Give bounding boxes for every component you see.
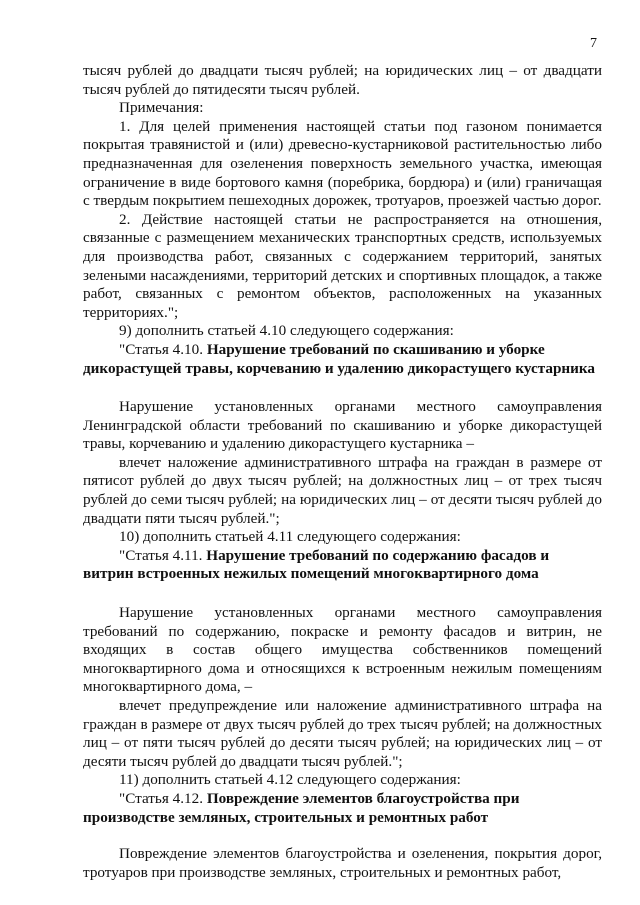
spacer	[83, 584, 602, 604]
spacer	[83, 827, 602, 845]
item-9: 9) дополнить статьей 4.10 следующего содержания:	[119, 322, 454, 340]
article-4-11-paragraph-1: Нарушение установленных органами местного самоуправления требований по содержанию, покраске и ремонту фасадов и витрин, не входящих в состав общего имущества собственников помещений многоквартирного дома и относящихся к встроенным нежилым помещениям многоквартирного дома, –	[83, 604, 602, 696]
article-4-11-paragraph-2: влечет предупреждение или наложение административного штрафа на граждан в размере от двух тысяч рублей до трех тысяч рублей; на должностных лиц – от пяти тысяч рублей до десяти тысяч рублей; на юридических лиц – от десяти тысяч рублей до двадцати тысяч рублей.";	[83, 697, 602, 770]
note-2: 2. Действие настоящей статьи не распространяется на отношения, связанные с размещением механических транспортных средств, используемых для производства работ, связанных с содержанием территорий, занятых зелеными насаждениями, территорий детских и спортивных площадок, а также работ, связанных с ремонтом объектов, расположенных на указанных территориях.";	[83, 210, 602, 321]
document-body	[83, 62, 602, 882]
spacer	[83, 378, 602, 398]
page-number: 7	[590, 36, 597, 51]
article-4-10-heading	[83, 341, 602, 378]
article-4-12-paragraph-1: Повреждение элементов благоустройства и озеленения, покрытия дорог, тротуаров при производстве земляных, строительных и ремонтных работ,	[83, 845, 602, 881]
article-4-11-heading	[83, 547, 602, 584]
article-4-10-title: Нарушение требований по скашиванию и уборке дикорастущей травы, корчеванию и удалению дикорастущего кустарника	[83, 340, 596, 377]
article-4-10-paragraph-1: Нарушение установленных органами местного самоуправления Ленинградской области требований по скашиванию и уборке дикорастущей травы, корчеванию и удалению дикорастущего кустарника –	[83, 398, 602, 453]
note-1: 1. Для целей применения настоящей статьи под газоном понимается покрытая травянистой и (или) древесно-кустарниковой растительностью либо предназначенная для озеленения поверхность земельного участка, имеющая ограничение в виде бортового камня (поребрика, бордюра) и (или) граничащая с твердым покрытием пешеходных дорожек, тротуаров, проезжей частью дорог.	[83, 117, 602, 210]
notes-label: Примечания:	[119, 99, 204, 117]
item-10: 10) дополнить статьей 4.11 следующего содержания:	[119, 528, 461, 546]
article-4-12-heading	[83, 790, 602, 827]
article-4-11-title: Нарушение требований по содержанию фасадов и витрин встроенных нежилых помещений многоквартирного дома	[83, 546, 550, 583]
intro-paragraph: тысяч рублей до двадцати тысяч рублей; на юридических лиц – от двадцати тысяч рублей до пятидесяти тысяч рублей.	[83, 62, 602, 98]
article-4-12-title: Повреждение элементов благоустройства при производстве земляных, строительных и ремонтных работ	[83, 789, 520, 826]
article-4-12-prefix: "Статья 4.12.	[119, 789, 207, 807]
item-11: 11) дополнить статьей 4.12 следующего содержания:	[119, 771, 461, 789]
article-4-10-prefix: "Статья 4.10.	[119, 340, 207, 358]
article-4-10-paragraph-2: влечет наложение административного штрафа на граждан в размере от пятисот рублей до двух тысяч рублей; на должностных лиц – от трех тысяч рублей до семи тысяч рублей; на юридических лиц – от десяти тысяч рублей до двадцати пяти тысяч рублей.";	[83, 453, 602, 527]
article-4-11-prefix: "Статья 4.11.	[119, 546, 207, 564]
